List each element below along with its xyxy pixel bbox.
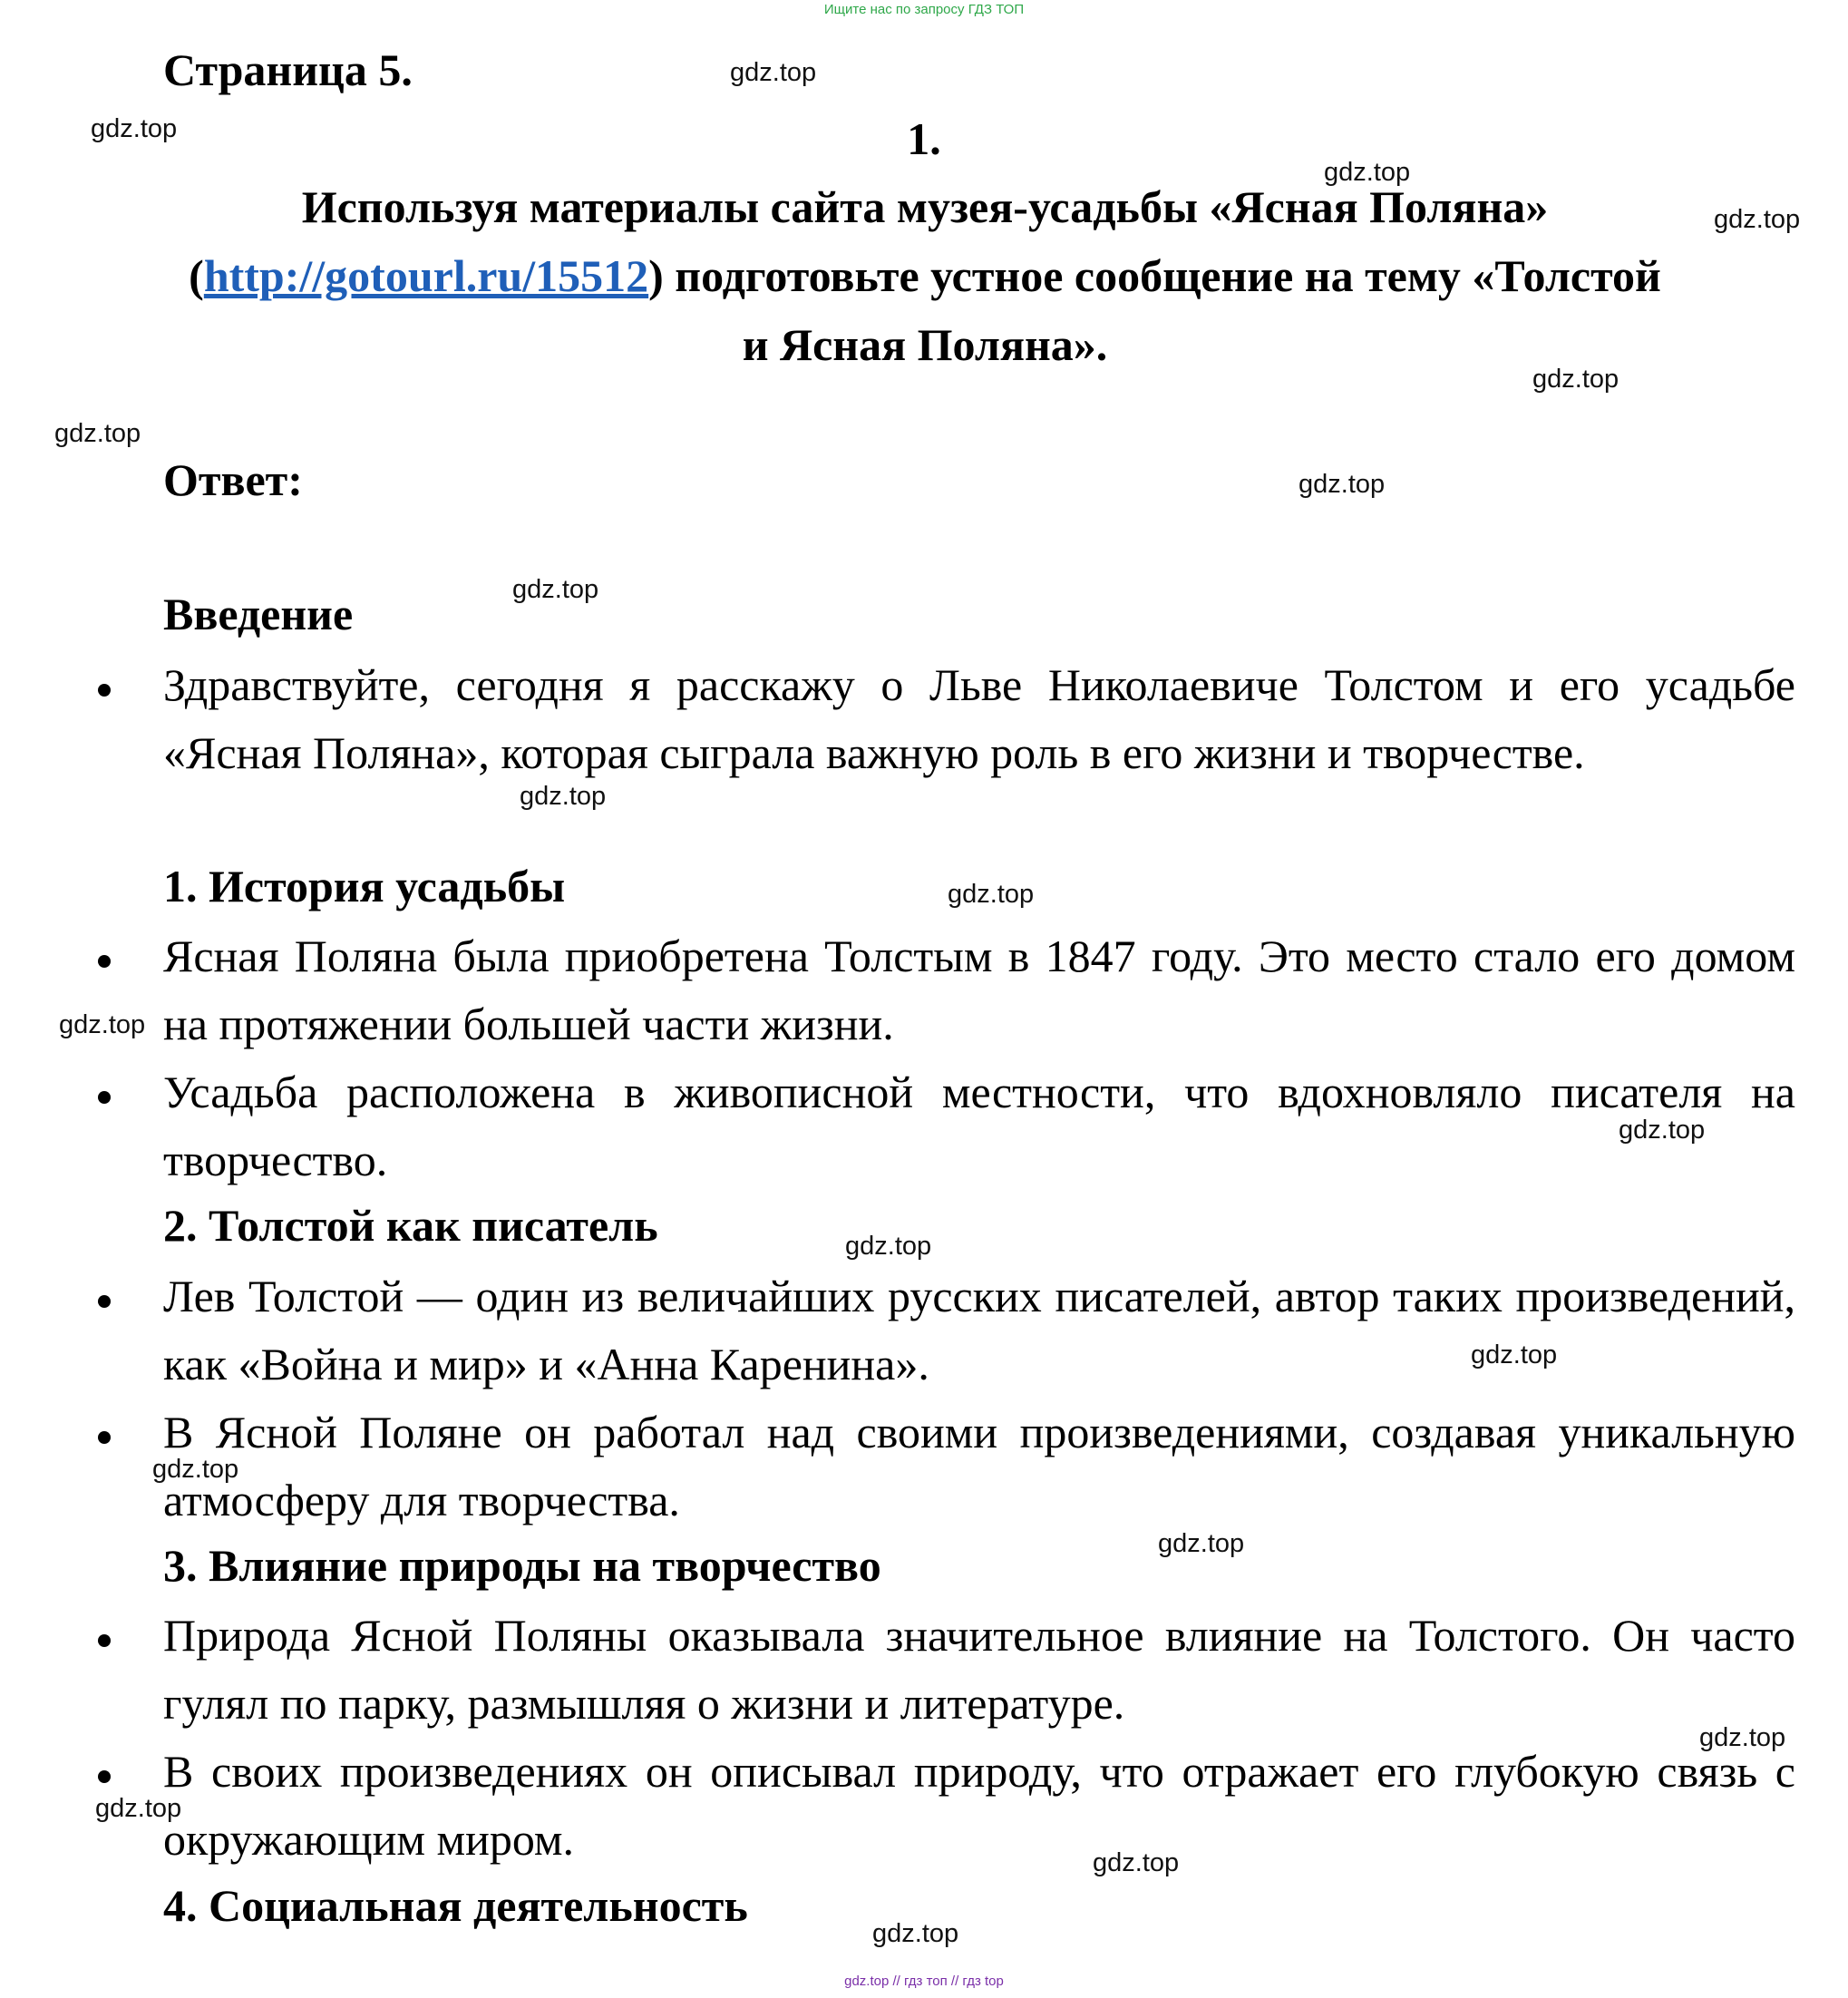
watermark: gdz.top — [1324, 158, 1411, 187]
section-heading-writer: 2. Толстой как писатель — [163, 1200, 658, 1251]
watermark: gdz.top — [948, 880, 1035, 909]
watermark: gdz.top — [54, 419, 141, 448]
section-heading-intro: Введение — [163, 589, 354, 639]
footer-note: gdz.top // гдз топ // гдз top — [844, 1974, 1004, 1989]
bullet-nature-1: Природа Ясной Поляны оказывала значительное влияние на Толстого. Он часто гулял по парку, размышляя о жизни и литературе. — [163, 1610, 1795, 1729]
watermark: gdz.top — [845, 1232, 932, 1261]
paren-open: ( — [189, 250, 204, 301]
task-line-2-rest: ) подготовьте устное сообщение на тему «Толстой — [648, 250, 1661, 301]
watermark: gdz.top — [1093, 1848, 1180, 1877]
bullet-icon — [98, 1091, 111, 1104]
bullet-history-2: Усадьба расположена в живописной местности, что вдохновляло писателя на творчество. — [163, 1067, 1795, 1185]
watermark: gdz.top — [91, 114, 178, 143]
task-number: 1. — [907, 113, 941, 164]
task-line-2 — [36, 241, 1814, 310]
top-note: Ищите нас по запросу ГДЗ ТОП — [823, 2, 1025, 17]
bullet-writer-1: Лев Толстой — один из величайших русских писателей, автор таких произведений, как «Война и мир» и «Анна Каренина». — [163, 1271, 1795, 1389]
bullet-history-1: Ясная Поляна была приобретена Толстым в 1847 году. Это место стало его домом на протяжении большей части жизни. — [163, 931, 1795, 1049]
task-text — [36, 172, 1814, 379]
bullet-icon — [98, 1295, 111, 1308]
watermark: gdz.top — [1714, 205, 1801, 234]
section-heading-history: 1. История усадьбы — [163, 861, 566, 911]
watermark: gdz.top — [1298, 470, 1386, 499]
bullet-icon — [98, 684, 111, 697]
watermark: gdz.top — [520, 782, 607, 811]
section-heading-social: 4. Социальная деятельность — [163, 1880, 748, 1931]
task-line-3: и Ясная Поляна». — [742, 319, 1108, 370]
watermark: gdz.top — [512, 575, 599, 604]
watermark: gdz.top — [59, 1010, 146, 1039]
bullet-writer-2: В Ясной Поляне он работал над своими произведениями, создавая уникальную атмосферу для творчества. — [163, 1407, 1795, 1525]
bullet-icon — [98, 955, 111, 968]
watermark: gdz.top — [1532, 365, 1619, 394]
section-heading-nature: 3. Влияние природы на творчество — [163, 1540, 881, 1591]
page-title: Страница 5. — [163, 44, 413, 95]
bullet-icon — [98, 1770, 111, 1783]
watermark: gdz.top — [152, 1455, 239, 1484]
watermark: gdz.top — [1471, 1340, 1558, 1369]
watermark: gdz.top — [95, 1794, 182, 1823]
bullet-icon — [98, 1431, 111, 1444]
watermark: gdz.top — [730, 58, 817, 87]
watermark: gdz.top — [1619, 1116, 1706, 1145]
bullet-intro-1: Здравствуйте, сегодня я расскажу о Льве Николаевиче Толстом и его усадьбе «Ясная Поляна», которая сыграла важную роль в его жизни и творчестве. — [163, 659, 1795, 778]
museum-link[interactable]: http://gotourl.ru/15512 — [203, 250, 649, 301]
answer-label: Ответ: — [163, 454, 303, 505]
watermark: gdz.top — [1699, 1723, 1786, 1752]
task-line-1: Используя материалы сайта музея-усадьбы «Ясная Поляна» — [301, 181, 1549, 232]
bullet-nature-2: В своих произведениях он описывал природу, что отражает его глубокую связь с окружающим миром. — [163, 1746, 1795, 1865]
watermark: gdz.top — [1158, 1529, 1245, 1558]
watermark: gdz.top — [872, 1919, 959, 1948]
bullet-icon — [98, 1634, 111, 1647]
